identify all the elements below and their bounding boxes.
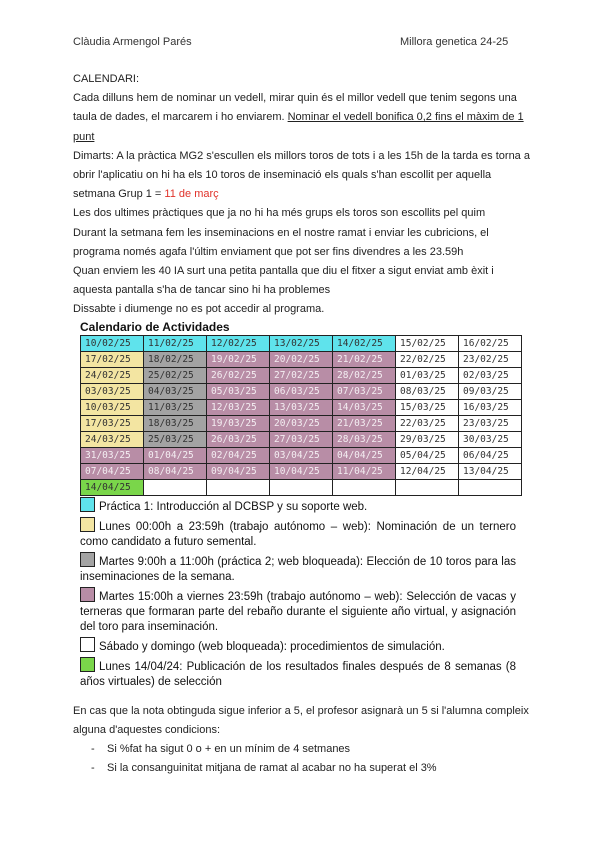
condition-fat: Si %fat ha sigut 0 o + en un mínim de 4 setmanes [107,743,351,755]
calendar-row [81,352,522,368]
legend-item [80,497,516,515]
calendar-cell: 14/02/25 [333,336,396,352]
intro-paragraph-tuesday [73,147,533,205]
calendar-cell: 04/04/25 [333,448,396,464]
footer-section [73,702,533,778]
calendar-cell: 23/02/25 [459,352,522,368]
calendar-cell [396,480,459,496]
calendar-cell: 30/03/25 [459,432,522,448]
calendar-cell: 01/04/25 [144,448,207,464]
calendar-cell: 12/02/25 [207,336,270,352]
calendar-cell: 09/03/25 [459,384,522,400]
calendar-cell: 27/03/25 [270,432,333,448]
calendar-cell: 21/03/25 [333,416,396,432]
monday-text: Cada dilluns hem de nominar un vedell, mirar quin és el millor vedell que tenim segons una taula de dades, el marcarem i ho enviarem. [73,92,517,124]
legend-swatch [80,517,95,532]
calendar-cell: 13/04/25 [459,464,522,480]
calendar-row [81,400,522,416]
calendar-row [81,416,522,432]
calendar-cell: 20/03/25 [270,416,333,432]
calendar-cell: 11/03/25 [144,400,207,416]
legend-item [80,517,516,550]
calendar-cell: 17/03/25 [81,416,144,432]
calendar-cell: 01/03/25 [396,368,459,384]
calendar-cell: 10/04/25 [270,464,333,480]
calendar-row [81,464,522,480]
calendar-row [81,480,522,496]
calendar-cell: 21/02/25 [333,352,396,368]
legend-item [80,587,516,635]
calendar-cell: 08/03/25 [396,384,459,400]
conditions-list [73,740,533,778]
calendar-cell: 12/04/25 [396,464,459,480]
list-item: - Si %fat ha sigut 0 o + en un mínim de 4 setmanes [91,743,351,755]
calendar-row [81,448,522,464]
calendar-cell: 23/03/25 [459,416,522,432]
legend-swatch [80,637,95,652]
calendar-cell: 17/02/25 [81,352,144,368]
header-author: Clàudia Armengol Parés [73,36,192,48]
calendar-cell: 15/03/25 [396,400,459,416]
calendar-cell [270,480,333,496]
intro-paragraph-send: Quan enviem les 40 IA surt una petita pantalla que diu el fitxer a sigut enviat amb èxit i aquesta pantalla s'ha de tancar sino hi ha problemes [73,265,494,297]
calendar-cell: 14/04/25 [81,480,144,496]
calendar-cell: 12/03/25 [207,400,270,416]
calendar-cell: 11/02/25 [144,336,207,352]
calendar-cell: 09/04/25 [207,464,270,480]
calendar-cell: 14/03/25 [333,400,396,416]
calendar-cell: 31/03/25 [81,448,144,464]
calendar-row [81,368,522,384]
calendar-cell: 28/03/25 [333,432,396,448]
nomination-bonus-text: Nominar el vedell bonifica 0,2 fins el màxim de 1 punt [73,111,524,143]
legend-item [80,657,516,690]
calendar-cell: 19/02/25 [207,352,270,368]
intro-section [73,70,533,320]
header-course: Millora genetica 24-25 [400,36,509,48]
group-date-highlight: 11 de març [164,188,219,201]
calendar-cell: 16/03/25 [459,400,522,416]
calendar-cell: 06/03/25 [270,384,333,400]
intro-paragraph-week: Durant la setmana fem les inseminacions en el nostre ramat i enviar les cubricions, el programa només agafa l'últim enviament que pot ser fins divendres a les 23.59h [73,226,489,258]
calendar-cell: 11/04/25 [333,464,396,480]
footer-paragraph: En cas que la nota obtinguda sigue inferior a 5, el profesor asignarà un 5 si l'alumna compleix alguna d'aquestes condicions: [73,705,529,736]
calendar-cell: 24/03/25 [81,432,144,448]
legend-item [80,637,516,655]
list-item: - Si la consanguinitat mitjana de ramat al acabar no ha superat el 3% [91,762,437,774]
calendar-cell [207,480,270,496]
calendar-cell: 02/03/25 [459,368,522,384]
calendar-cell: 04/03/25 [144,384,207,400]
calendar-cell: 25/02/25 [144,368,207,384]
calendar-row [81,384,522,400]
intro-heading: CALENDARI: [73,73,140,85]
calendar-cell: 10/03/25 [81,400,144,416]
condition-inbreeding: Si la consanguinitat mitjana de ramat al acabar no ha superat el 3% [107,762,437,774]
tuesday-text: Dimarts: A la pràctica MG2 s'escullen els millors toros de tots i a les 15h de la tarda es torna a obrir l'aplicatiu on hi ha els 10 toros de inseminació els quals s'han escollit per aquella setmana Grup 1 = [73,149,530,201]
calendar-cell: 08/04/25 [144,464,207,480]
calendar-cell: 25/03/25 [144,432,207,448]
calendar-cell: 15/02/25 [396,336,459,352]
calendar-cell: 10/02/25 [81,336,144,352]
legend-text: Práctica 1: Introducción al DCBSP y su soporte web. [99,501,368,513]
legend-swatch [80,497,95,512]
calendar-cell: 06/04/25 [459,448,522,464]
calendar-cell: 05/03/25 [207,384,270,400]
legend-text: Sábado y domingo (web bloqueada): procedimientos de simulación. [99,641,445,653]
calendar-legend [80,497,516,692]
calendar-cell: 19/03/25 [207,416,270,432]
intro-paragraph-monday [73,89,533,147]
calendar-cell: 13/03/25 [270,400,333,416]
calendar-row [81,336,522,352]
calendar-cell: 24/02/25 [81,368,144,384]
legend-item [80,552,516,585]
calendar-cell: 20/02/25 [270,352,333,368]
calendar-cell: 28/02/25 [333,368,396,384]
calendar-cell: 26/03/25 [207,432,270,448]
calendar-cell: 03/03/25 [81,384,144,400]
calendar-table [80,335,522,496]
calendar-cell: 07/04/25 [81,464,144,480]
intro-paragraph-weekend: Dissabte i diumenge no es pot accedir al programa. [73,303,325,316]
calendar-cell: 29/03/25 [396,432,459,448]
legend-text: Lunes 00:00h a 23:59h (trabajo autónomo – web): Nominación de un ternero como candidato a futuro semental. [80,521,516,548]
calendar-cell: 18/02/25 [144,352,207,368]
calendar-cell: 22/03/25 [396,416,459,432]
calendar-row [81,432,522,448]
calendar-cell: 27/02/25 [270,368,333,384]
calendar-title: Calendario de Actividades [80,320,230,334]
intro-paragraph-last-practices: Les dos ultimes pràctiques que ja no hi ha més grups els toros son escollits pel quim [73,207,486,220]
calendar-cell [459,480,522,496]
calendar-cell: 05/04/25 [396,448,459,464]
calendar-cell: 18/03/25 [144,416,207,432]
calendar-cell: 26/02/25 [207,368,270,384]
legend-text: Martes 15:00h a viernes 23:59h (trabajo autónomo – web): Selección de vacas y terneras que formaran parte del rebaño durante el siguiente año virtual, y asignación del toro para inseminación. [80,591,516,633]
legend-swatch [80,552,95,567]
calendar-cell: 22/02/25 [396,352,459,368]
legend-text: Lunes 14/04/24: Publicación de los resultados finales después de 8 semanas (8 años virtuales) de selección [80,661,516,688]
legend-text: Martes 9:00h a 11:00h (práctica 2; web bloqueada): Elección de 10 toros para las inseminaciones de la semana. [80,556,516,583]
calendar-cell: 07/03/25 [333,384,396,400]
calendar-cell: 16/02/25 [459,336,522,352]
calendar-cell: 02/04/25 [207,448,270,464]
calendar-cell: 13/02/25 [270,336,333,352]
calendar-cell [144,480,207,496]
calendar-cell: 03/04/25 [270,448,333,464]
calendar-cell [333,480,396,496]
legend-swatch [80,657,95,672]
legend-swatch [80,587,95,602]
